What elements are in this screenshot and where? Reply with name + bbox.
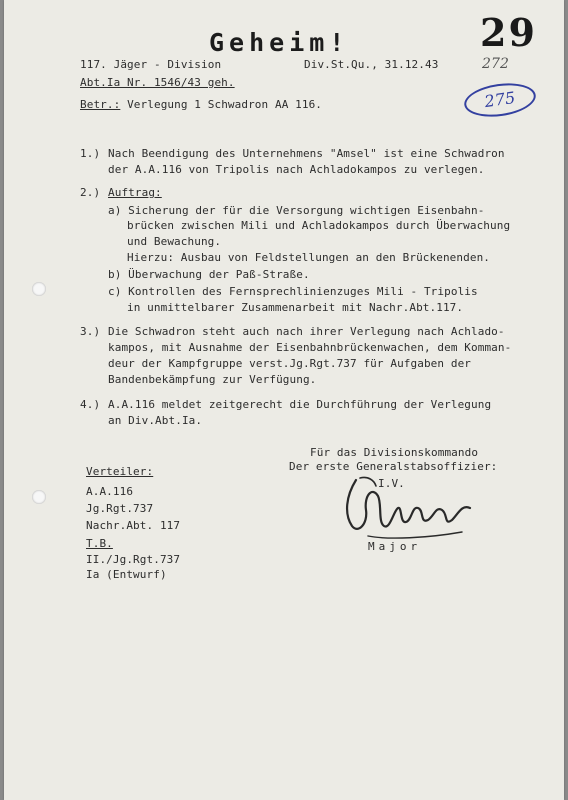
paragraph-3-line: Die Schwadron steht auch nach ihrer Verlegung nach Achlado- [108, 325, 505, 338]
signature-line-2: Der erste Generalstabsoffizier: [289, 460, 498, 473]
paragraph-3-line: Bandenbekämpfung zur Verfügung. [108, 373, 317, 386]
paragraph-4-number: 4.) [80, 398, 101, 411]
paragraph-2-number: 2.) [80, 186, 101, 199]
paragraph-3-line: kampos, mit Ausnahme der Eisenbahnbrückenwachen, dem Komman- [108, 341, 512, 354]
paragraph-1-line: Nach Beendigung des Unternehmens "Amsel" ist eine Schwadron [108, 147, 505, 160]
classification-title: Geheim! [209, 28, 350, 57]
signature-rank: Major [368, 540, 422, 553]
paragraph-3-line: deur der Kampfgruppe verst.Jg.Rgt.737 für Aufgaben der [108, 357, 472, 370]
distribution-tb-item: Ia (Entwurf) [86, 568, 167, 581]
paragraph-2-heading: Auftrag: [108, 186, 162, 199]
subject-line [80, 98, 322, 111]
unit-name: 117. Jäger - Division [80, 58, 222, 71]
stamp-circle [462, 79, 538, 121]
paragraph-2-line: brücken zwischen Mili und Achladokampos durch Überwachung [127, 219, 511, 232]
paragraph-1-number: 1.) [80, 147, 101, 160]
distribution-tb-item: II./Jg.Rgt.737 [86, 553, 181, 566]
signature-iv: I.V. [378, 477, 405, 490]
distribution-item: A.A.116 [86, 485, 134, 498]
stamp-number: 275 [483, 87, 517, 112]
page-number: 29 [480, 10, 537, 55]
archive-number: 272 [482, 56, 510, 72]
paragraph-2-line: Hierzu: Ausbau von Feldstellungen an den Brückenenden. [127, 251, 491, 264]
punch-hole-bottom [32, 490, 46, 504]
paragraph-4-line: an Div.Abt.Ia. [108, 414, 203, 427]
handwritten-signature [338, 474, 478, 546]
punch-hole-top [32, 282, 46, 296]
distribution-item: Jg.Rgt.737 [86, 502, 154, 515]
paragraph-2-line: in unmittelbarer Zusammenarbeit mit Nachr.Abt.117. [127, 301, 464, 314]
paragraph-2-line: a) Sicherung der für die Versorgung wichtigen Eisenbahn- [108, 204, 485, 217]
place-date: Div.St.Qu., 31.12.43 [304, 58, 439, 71]
distribution-tb-heading: T.B. [86, 537, 113, 550]
paragraph-4-line: A.A.116 meldet zeitgerecht die Durchführung der Verlegung [108, 398, 492, 411]
subject-text: Verlegung 1 Schwadron AA 116. [127, 98, 323, 111]
paragraph-1-line: der A.A.116 von Tripolis nach Achladokampos zu verlegen. [108, 163, 485, 176]
distribution-item: Nachr.Abt. 117 [86, 519, 181, 532]
paragraph-3-number: 3.) [80, 325, 101, 338]
signature-line-1: Für das Divisionskommando [310, 446, 479, 459]
subject-label: Betr.: [80, 98, 121, 111]
paragraph-2-line: c) Kontrollen des Fernsprechlinienzuges Mili - Tripolis [108, 285, 478, 298]
paragraph-2-line: und Bewachung. [127, 235, 222, 248]
document-page [4, 0, 564, 800]
reference-number: Abt.Ia Nr. 1546/43 geh. [80, 76, 235, 89]
paragraph-2-line: b) Überwachung der Paß-Straße. [108, 268, 310, 281]
distribution-heading: Verteiler: [86, 465, 154, 478]
